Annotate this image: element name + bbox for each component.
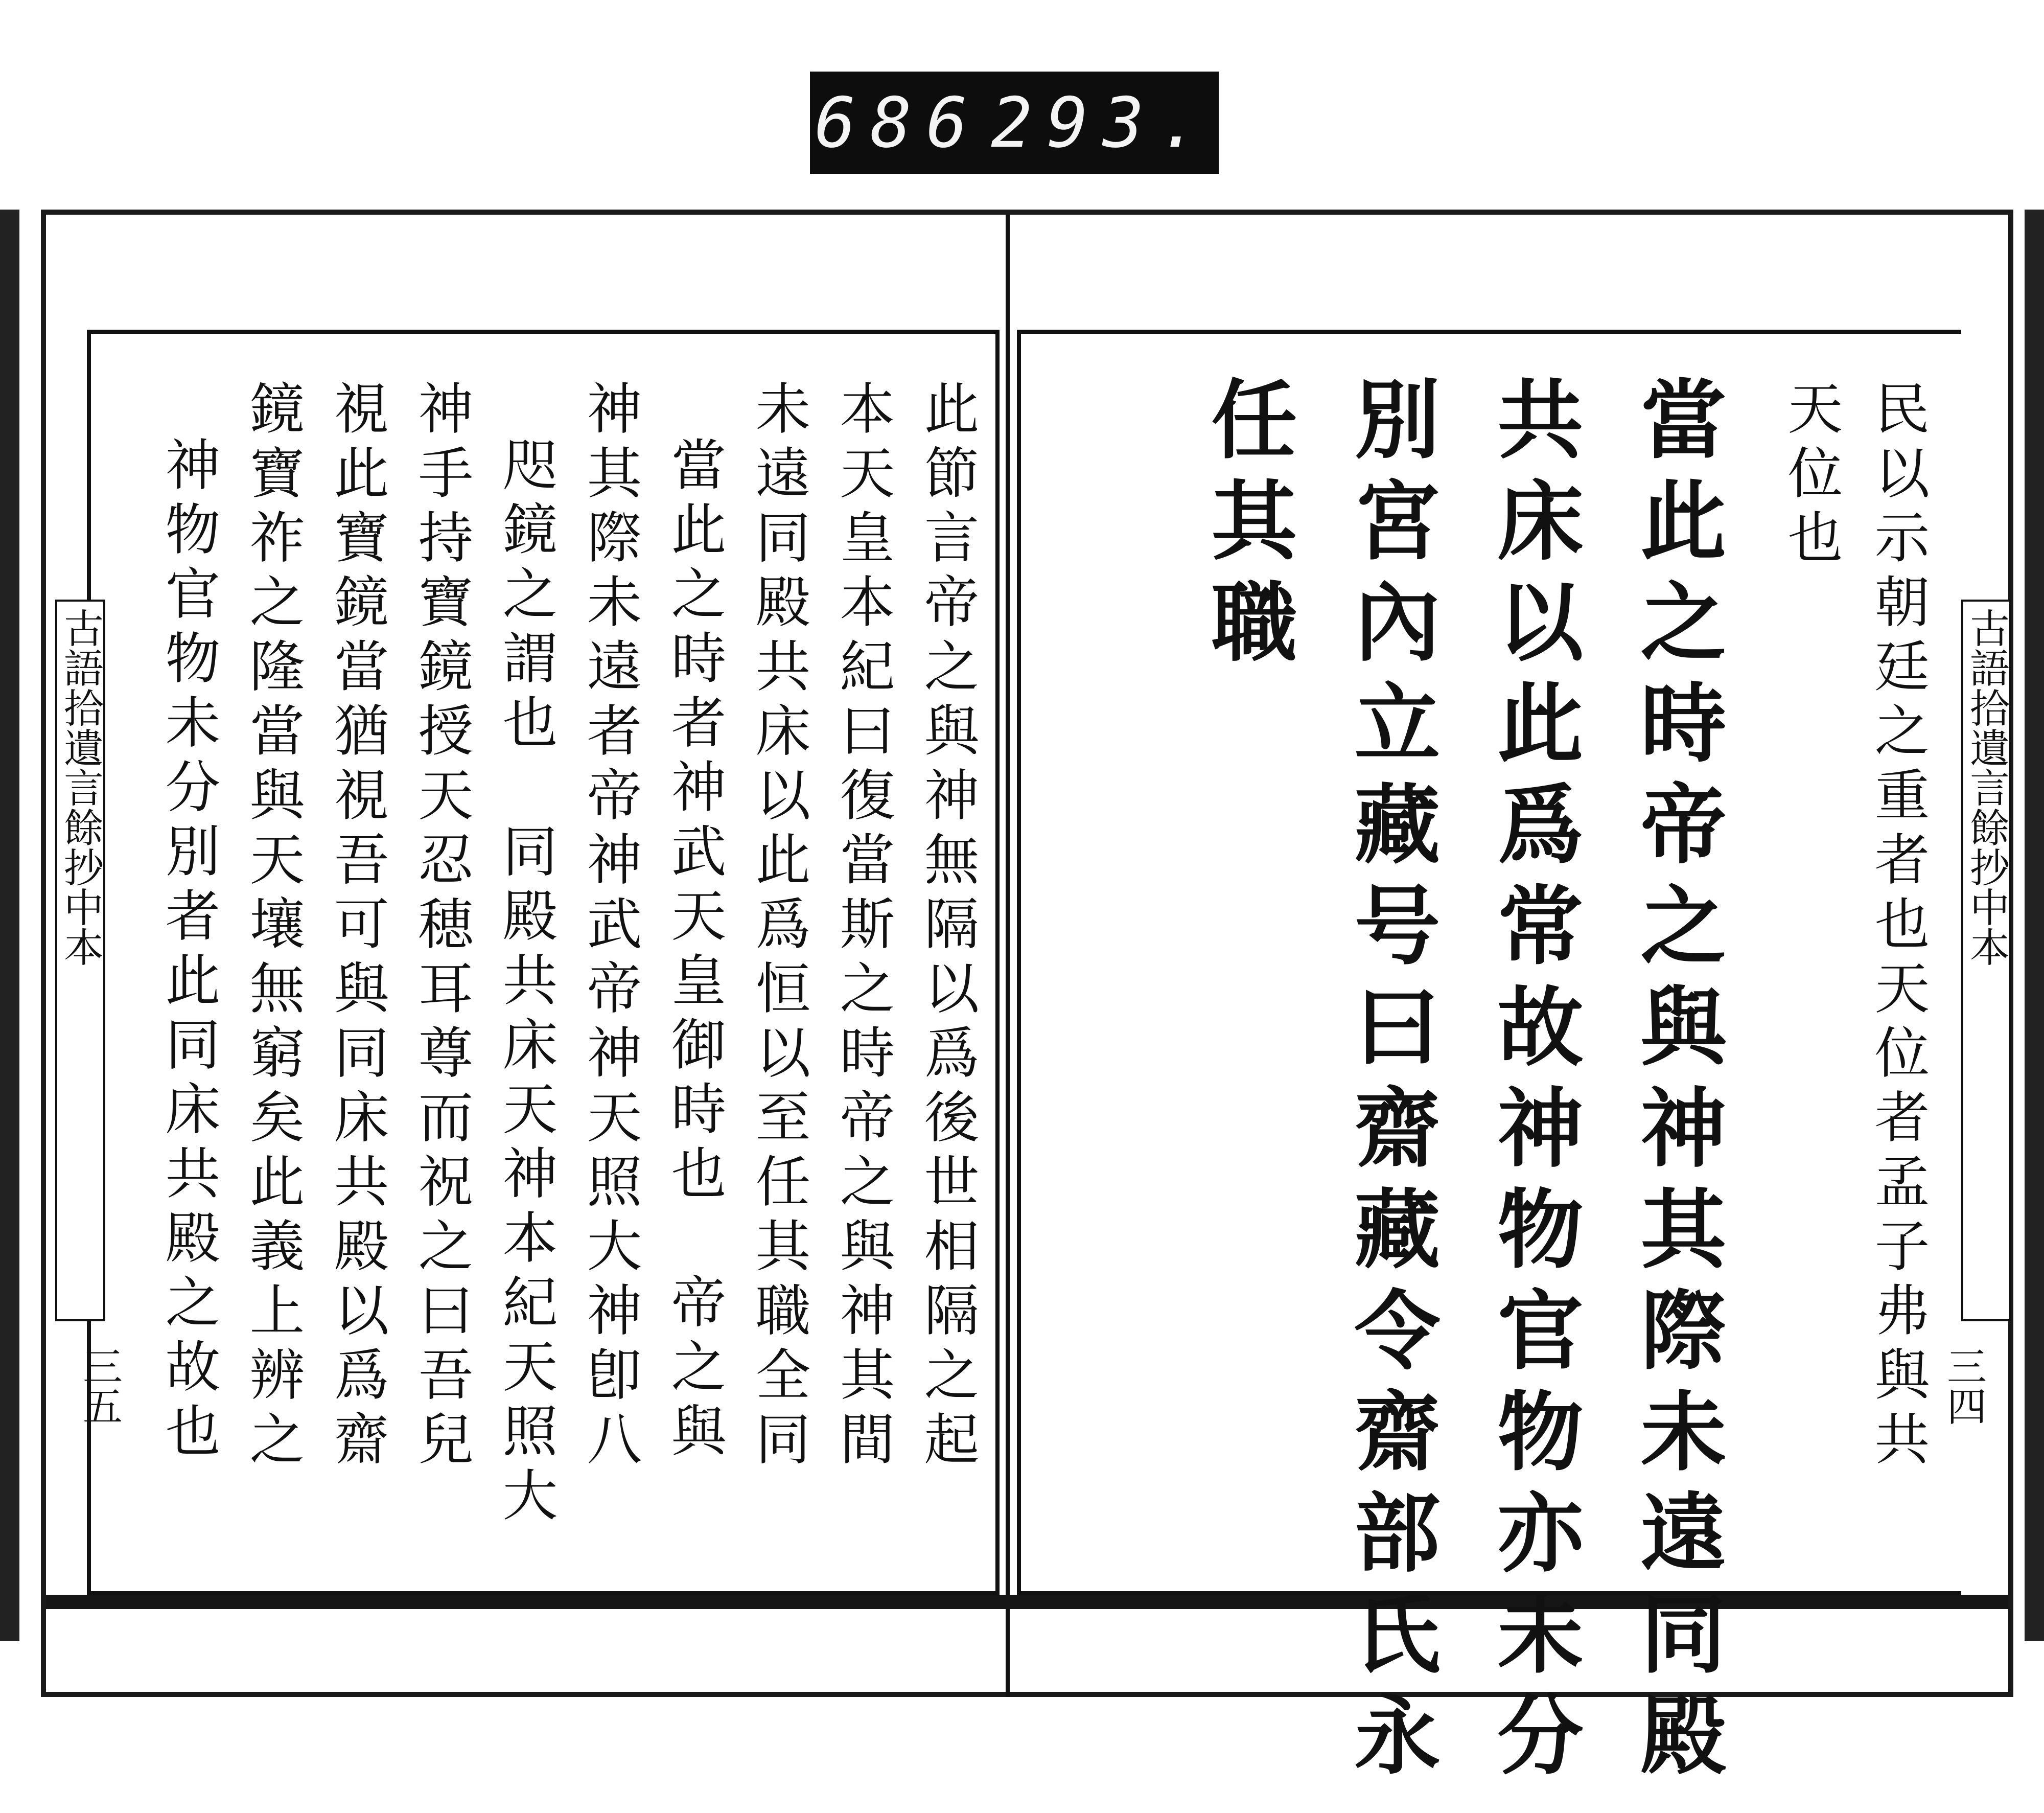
left-column-7: 神手持寶鏡授天忍穂耳尊而祝之曰吾兒	[409, 380, 473, 1475]
left-column-2: 本天皇本紀曰復當斯之時帝之與神其間	[830, 380, 894, 1475]
left-column-3: 未遠同殿共床以此爲恒以至任其職全同	[746, 380, 810, 1475]
right-large-column-4: 任其職	[1197, 375, 1298, 678]
left-column-1: 此節言帝之與神無隔以爲後世相隔之起	[915, 380, 979, 1475]
plate-number-right: 293.	[991, 82, 1215, 163]
right-small-column-1: 民以示朝廷之重者也天位者孟子弗與共	[1865, 380, 1929, 1475]
right-large-column-2: 共床以此爲常故神物官物亦未分	[1483, 375, 1585, 1792]
left-folio: 三五	[76, 1346, 122, 1426]
plate-number-left: 686	[814, 82, 982, 163]
right-large-column-3: 別宮內立藏号曰齋藏令齋部氏永	[1340, 375, 1442, 1792]
left-column-8: 視此寶鏡當猶視吾可與同床共殿以爲齋	[324, 380, 388, 1475]
left-column-6: 咫鏡之謂也 同殿共床天神本紀天照大	[493, 436, 557, 1531]
left-column-9: 鏡寶祚之隆當與天壤無窮矣此義上辨之	[240, 380, 304, 1475]
right-page-edge	[2025, 210, 2044, 1641]
right-small-column-2: 天位也	[1778, 380, 1842, 573]
left-column-4: 當此之時者神武天皇御時也 帝之與	[662, 436, 726, 1466]
left-running-head: 古語拾遺言餘抄中本	[55, 600, 105, 1321]
right-large-column-1: 當此之時帝之與神其際未遠同殿	[1627, 375, 1728, 1792]
book-spread	[41, 210, 2013, 1792]
archive-number-plate	[810, 72, 1219, 174]
left-column-10: 神物官物未分別者此同床共殿之故也	[156, 436, 220, 1466]
left-page	[57, 330, 1000, 1595]
right-page	[1017, 330, 2009, 1792]
right-running-head: 古語拾遺言餘抄中本	[1961, 600, 2011, 1321]
gutter-line	[1006, 215, 1010, 1697]
left-column-5: 神其際未遠者帝神武帝神天照大神卽八	[577, 380, 641, 1475]
right-folio: 三四	[1940, 1346, 1986, 1426]
left-page-edge	[0, 210, 19, 1641]
